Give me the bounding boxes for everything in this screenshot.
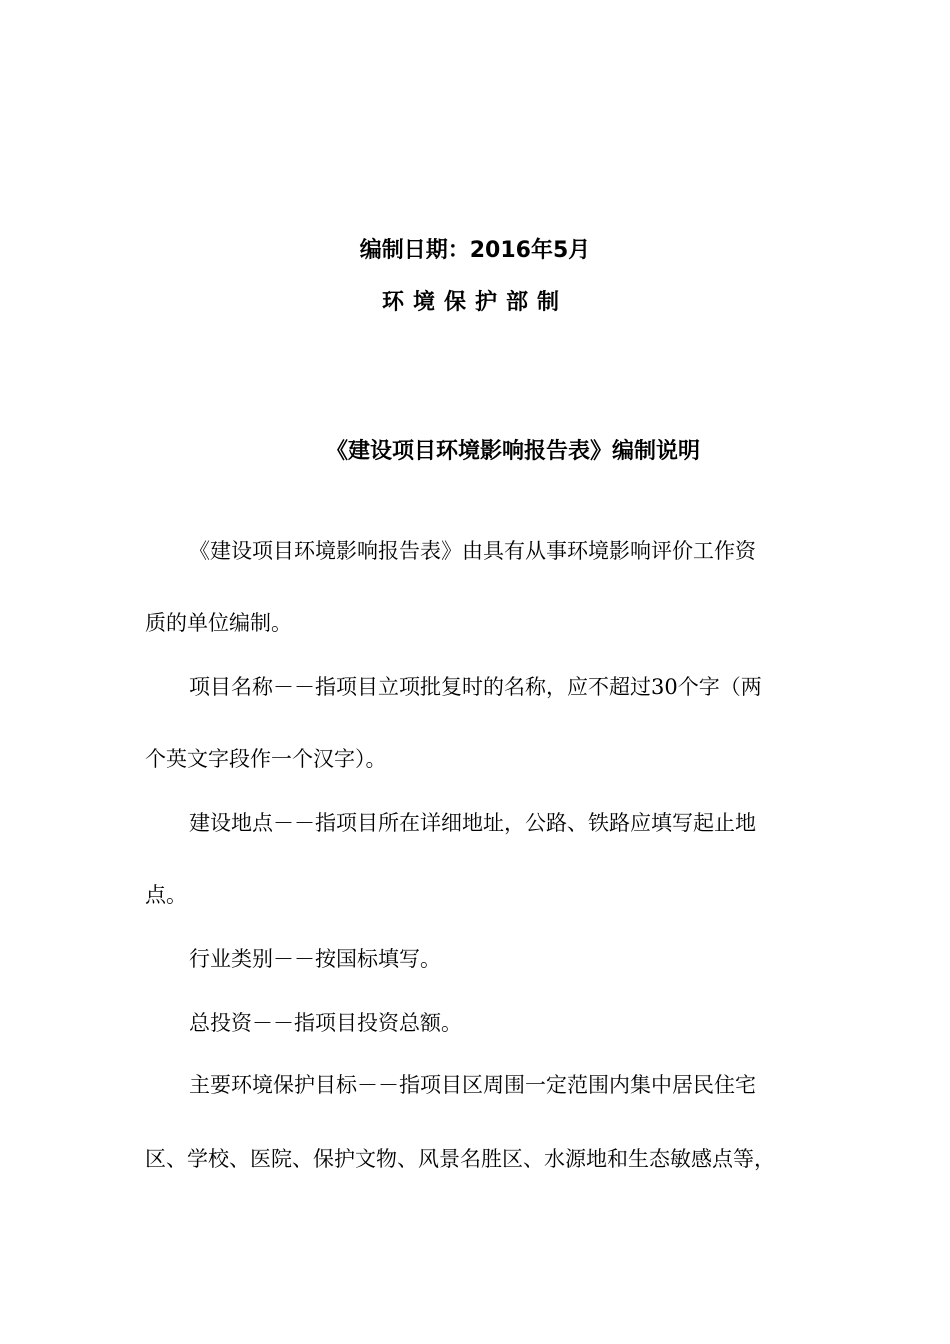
instruction-line: 点。 bbox=[145, 883, 187, 907]
instruction-line: 行业类别－－按国标填写。 bbox=[189, 947, 441, 971]
instruction-line: 建设地点－－指项目所在详细地址，公路、铁路应填写起止地 bbox=[189, 811, 756, 835]
instructions-title: 《建设项目环境影响报告表》编制说明 bbox=[325, 439, 700, 464]
compile-date: 编制日期：2016年5月 bbox=[359, 238, 591, 263]
instruction-line: 主要环境保护目标－－指项目区周围一定范围内集中居民住宅 bbox=[189, 1073, 756, 1097]
instruction-line: 个英文字段作一个汉字）。 bbox=[145, 747, 387, 771]
issuing-ministry: 环境保护部制 bbox=[381, 290, 568, 315]
instruction-line: 总投资－－指项目投资总额。 bbox=[189, 1011, 462, 1035]
instruction-line: 项目名称－－指项目立项批复时的名称，应不超过30个字（两 bbox=[189, 675, 762, 699]
instruction-line: 《建设项目环境影响报告表》由具有从事环境影响评价工作资 bbox=[189, 539, 756, 563]
instruction-line: 质的单位编制。 bbox=[145, 611, 292, 635]
instruction-line: 区、学校、医院、保护文物、风景名胜区、水源地和生态敏感点等， bbox=[145, 1147, 775, 1171]
